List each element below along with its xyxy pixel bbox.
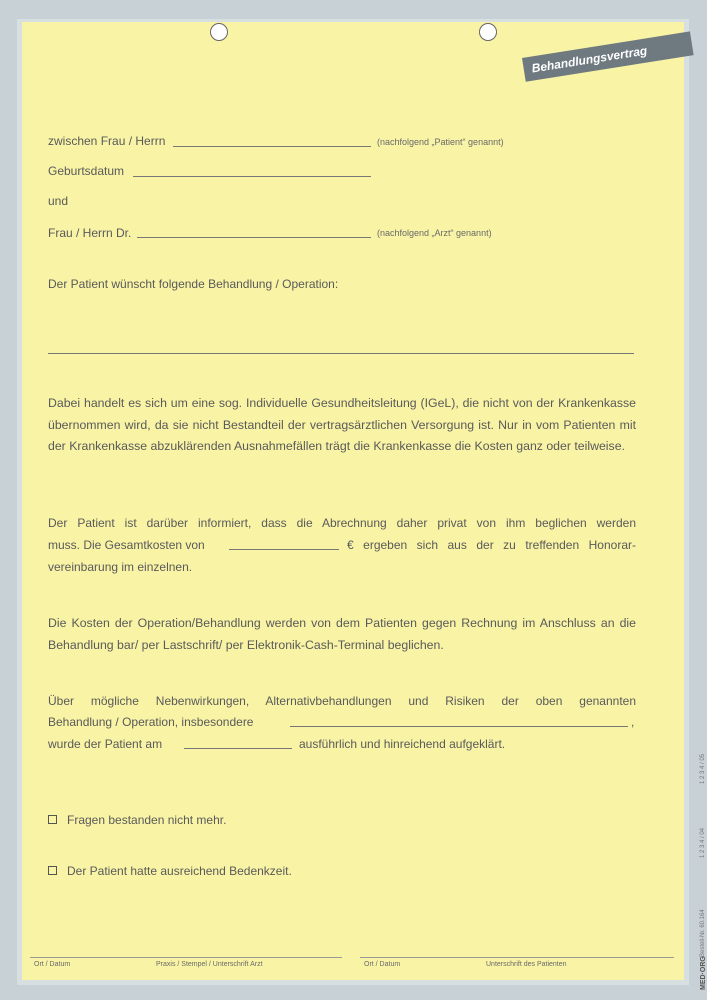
no-questions-label: Fragen bestanden nicht mehr. (67, 813, 227, 827)
place-date-label-2: Ort / Datum (364, 961, 401, 968)
practice-stamp-label: Praxis / Stempel / Unterschrift Arzt (156, 961, 263, 968)
consultation-date-field[interactable] (184, 748, 292, 749)
risks-field[interactable] (290, 726, 628, 727)
order-number: Bestell-Nr. 60.164 (700, 909, 706, 957)
print-marks-05: 1 2 3 4 / 05 (700, 753, 706, 784)
doctor-signature-line[interactable] (30, 957, 342, 958)
doctor-note: (nachfolgend „Arzt“ genannt) (377, 228, 492, 238)
print-marks-04: 1 2 3 4 / 04 (700, 827, 706, 858)
risks-line-3-start: wurde der Patient am (48, 737, 163, 751)
risks-line-3-end: ausführlich und hinreichend aufgeklärt. (299, 737, 506, 751)
risks-comma: , (631, 715, 635, 729)
billing-line-2-end: € ergeben sich aus der zu treffenden Honorar- (347, 538, 636, 552)
risks-line-2: Behandlung / Operation, insbesondere (48, 715, 254, 729)
treatment-label: Der Patient wünscht folgende Behandlung / Operation: (48, 277, 339, 291)
billing-line-3: vereinbarung im einzelnen. (48, 560, 193, 574)
treatment-field[interactable] (48, 353, 634, 354)
brand-logo: MED·ORG (700, 956, 707, 990)
punch-hole-icon (479, 23, 497, 41)
patient-signature-label: Unterschrift des Patienten (486, 961, 567, 968)
and-label: und (48, 194, 69, 208)
no-questions-checkbox[interactable] (48, 815, 57, 824)
doctor-label: Frau / Herrn Dr. (48, 226, 132, 240)
patient-signature-line[interactable] (360, 957, 674, 958)
birthdate-field[interactable] (133, 176, 371, 177)
risks-line-1: Über mögliche Nebenwirkungen, Alternativbehandlungen und Risiken der oben genannten (48, 694, 636, 708)
total-cost-field[interactable] (229, 549, 339, 550)
payment-paragraph: Die Kosten der Operation/Behandlung werden von dem Patienten gegen Rechnung im Anschluss an die Behandlung bar/ per Lastschrift/ per Elektronik-Cash-Terminal beglichen. (48, 616, 636, 652)
birthdate-label: Geburtsdatum (48, 164, 125, 178)
billing-line-2-start: muss. Die Gesamtkosten von (48, 538, 205, 552)
patient-note: (nachfolgend „Patient“ genannt) (377, 137, 504, 147)
place-date-label: Ort / Datum (34, 961, 71, 968)
igel-paragraph: Dabei handelt es sich um eine sog. Individuelle Gesundheitsleitung (IGeL), die nicht von der Krankenkasse übernommen wird, da sie nicht Bestandteil der vertragsärztlichen Versorgung ist. Nur in vom Patienten mit der Krankenkasse abzuklärenden Ausnahmefällen trägt die Krankenkasse die Kosten ganz oder teilweise. (48, 396, 636, 453)
patient-label: zwischen Frau / Herrn (48, 134, 166, 148)
reflection-time-label: Der Patient hatte ausreichend Bedenkzeit. (67, 864, 292, 878)
punch-hole-icon (210, 23, 228, 41)
reflection-time-checkbox[interactable] (48, 866, 57, 875)
billing-line-1: Der Patient ist darüber informiert, dass die Abrechnung daher privat von ihm beglichen werden (48, 516, 636, 530)
form-title-band: Behandlungsvertrag (522, 31, 694, 81)
patient-name-field[interactable] (173, 146, 371, 147)
doctor-name-field[interactable] (137, 237, 371, 238)
